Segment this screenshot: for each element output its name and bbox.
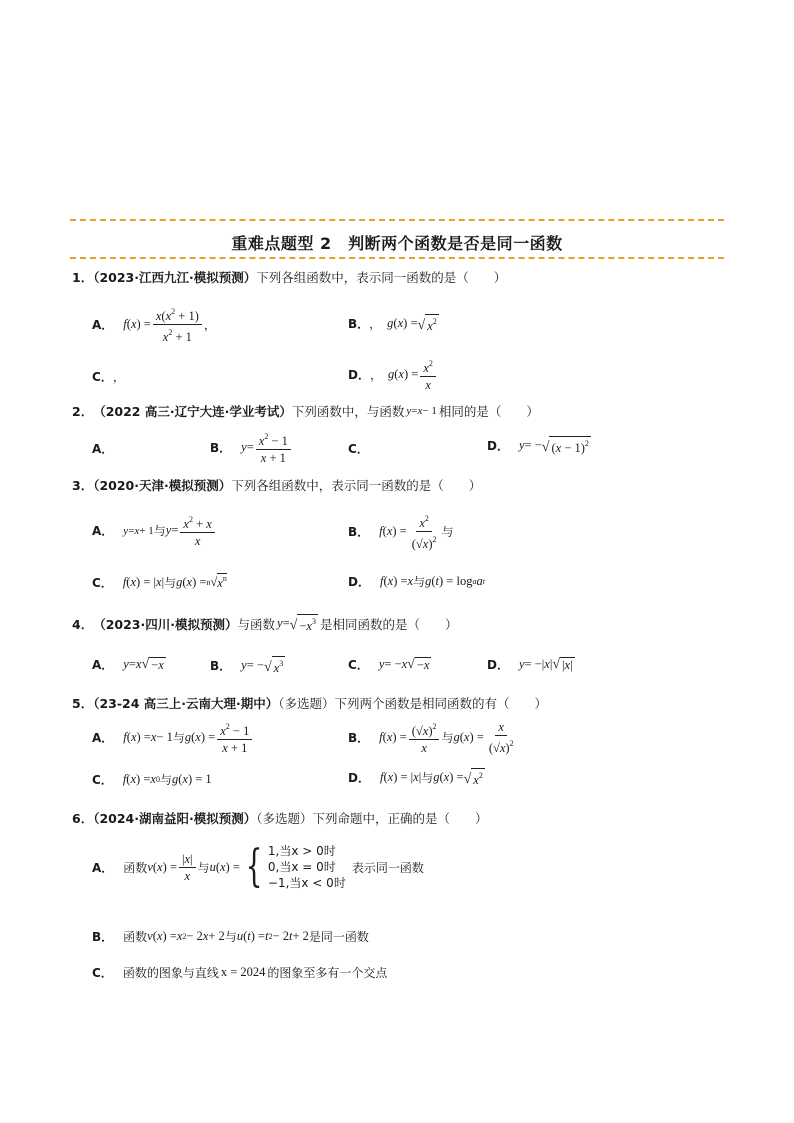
q4-option-b: B． y = − √ $x^3$ xyxy=(210,658,284,675)
question-stem: 下列各组函数中，表示同一函数的是（ ） xyxy=(231,478,482,493)
bottom-separator xyxy=(70,257,724,259)
q1-option-d: D． ， g ( x ) = $\frac{x^2}{x}$ xyxy=(348,357,438,392)
option-label: D． xyxy=(348,771,370,785)
q5-option-b: B． f ( x ) = $\frac{(√x)^2}{x}$ 与 g ( x ) = $\frac{x}{(√x)^2}$ xyxy=(348,720,514,755)
question-stem: （多选题）下列两个函数是相同函数的有（ ） xyxy=(278,696,548,711)
q3-option-b: B． f ( x ) = $\frac{x^2}{(√x)^2}$ 与 xyxy=(348,514,454,551)
q3-option-d: D． f ( x ) = x 与 g ( t ) = log a a t xyxy=(348,574,485,589)
q1-option-b: B． ， g ( x ) = √ $x^2$ xyxy=(348,316,437,333)
q1-option-c: C． ， xyxy=(92,370,125,384)
piecewise-cases: 1,当x > 0时 0,当x = 0时 −1,当x < 0时 xyxy=(267,844,346,890)
question-number: 6． xyxy=(72,811,94,826)
question-number: 2． xyxy=(72,404,94,419)
q2-option-d: D． y = − √ $(x - 1)^2$ xyxy=(487,438,589,455)
section-title: 重难点题型 2 判断两个函数是否是同一函数 xyxy=(231,234,563,253)
question-3 xyxy=(72,476,481,494)
option-label: B． xyxy=(348,731,370,745)
option-label: C． xyxy=(348,658,369,672)
q5-option-d: D． f ( x ) = | x | 与 g ( x ) = √ $x^2$ xyxy=(348,770,483,787)
option-label: D． xyxy=(348,575,370,589)
question-number: 1． xyxy=(72,270,94,285)
question-1 xyxy=(72,268,506,286)
option-label: B． xyxy=(348,525,370,539)
option-label: A． xyxy=(92,731,114,745)
question-4: 4． （2023·四川·模拟预测） 与函数 y = √ $-x^3$ 是相同函数的是（ ） xyxy=(72,616,458,633)
option-label: D． xyxy=(348,368,370,382)
option-label: C． xyxy=(348,442,369,456)
question-number: 4． xyxy=(72,616,94,632)
option-label: D． xyxy=(487,439,509,453)
option-label: C． xyxy=(92,370,113,384)
q2-option-a xyxy=(92,440,123,457)
q6-option-a: A． 函数 v ( x ) = $\frac{|x|}{x}$ 与 u ( x ) = { 1,当x > 0时 0,当x = 0时 −1,当x < 0时 表示同一函数 xyxy=(92,841,424,892)
question-source: （2023·江西九江·模拟预测） xyxy=(93,270,257,285)
top-separator xyxy=(70,219,724,221)
q4-option-c: C． y = − x √ −x xyxy=(348,657,430,672)
option-label: A． xyxy=(92,860,114,875)
q2-option-c xyxy=(348,440,379,457)
q5-option-c: C． f ( x ) = x 0 与 g ( x ) = 1 xyxy=(92,772,212,787)
question-source: （2023·四川·模拟预测） xyxy=(93,616,238,632)
question-stem: 下列各组函数中，表示同一函数的是（ ） xyxy=(256,270,507,285)
question-source: （2024·湖南益阳·模拟预测） xyxy=(93,811,257,826)
question-2: 2． （2022 高三·辽宁大连·学业考试） 下列函数中，与函数 y = x − 1 相同的是（ ） xyxy=(72,404,539,419)
q3-option-a: A． y = x + 1 与 y = $\frac{x^2 + x}{x}$ xyxy=(92,513,217,548)
q5-option-a: A． f ( x ) = x − 1 与 g ( x ) = $\frac{x^2 - 1}{x + 1}$ xyxy=(92,720,254,755)
option-label: C． xyxy=(92,773,113,787)
question-6 xyxy=(72,809,488,827)
option-label: C． xyxy=(92,575,113,590)
option-label: D． xyxy=(487,658,509,672)
option-label: B． xyxy=(210,659,232,673)
option-label: C． xyxy=(92,966,113,980)
question-number: 5． xyxy=(72,696,94,711)
option-label: A． xyxy=(92,658,114,672)
option-label: B． xyxy=(92,930,114,944)
q6-option-c: C． 函数的图象与直线 x = 2024 的图象至多有一个交点 xyxy=(92,965,388,980)
option-label: A． xyxy=(92,318,114,332)
q2-option-b: B． y = $\frac{x^2 - 1}{x + 1}$ xyxy=(210,430,293,465)
q3-option-c: C． f ( x ) = | x | 与 g ( x ) = n √ $x^n$ xyxy=(92,574,227,590)
question-number: 3． xyxy=(72,478,94,493)
question-source: （2022 高三·辽宁大连·学业考试） xyxy=(93,404,292,419)
option-label: A． xyxy=(92,524,114,538)
q4-option-d: D． y = −| x | √ |x| xyxy=(487,657,573,672)
q4-option-a: A． y = x √ −x xyxy=(92,657,164,672)
option-label: B． xyxy=(210,441,232,455)
question-stem: （多选题）下列命题中，正确的是（ ） xyxy=(256,811,488,826)
option-label: B． xyxy=(348,317,370,331)
option-label: A． xyxy=(92,442,114,456)
q1-option-a: A． f ( x ) = $\frac{x(x^2 + 1)}{x^2 + 1}$ ， xyxy=(92,307,216,344)
question-5 xyxy=(72,694,547,712)
question-source: （2020·天津·模拟预测） xyxy=(93,478,232,493)
question-source: （23-24 高三上·云南大理·期中） xyxy=(93,696,279,711)
q6-option-b: B． 函数 v ( x ) = x 2 − 2 x + 2 与 u ( t ) = t 2 − 2 t + 2 是同一函数 xyxy=(92,929,369,944)
